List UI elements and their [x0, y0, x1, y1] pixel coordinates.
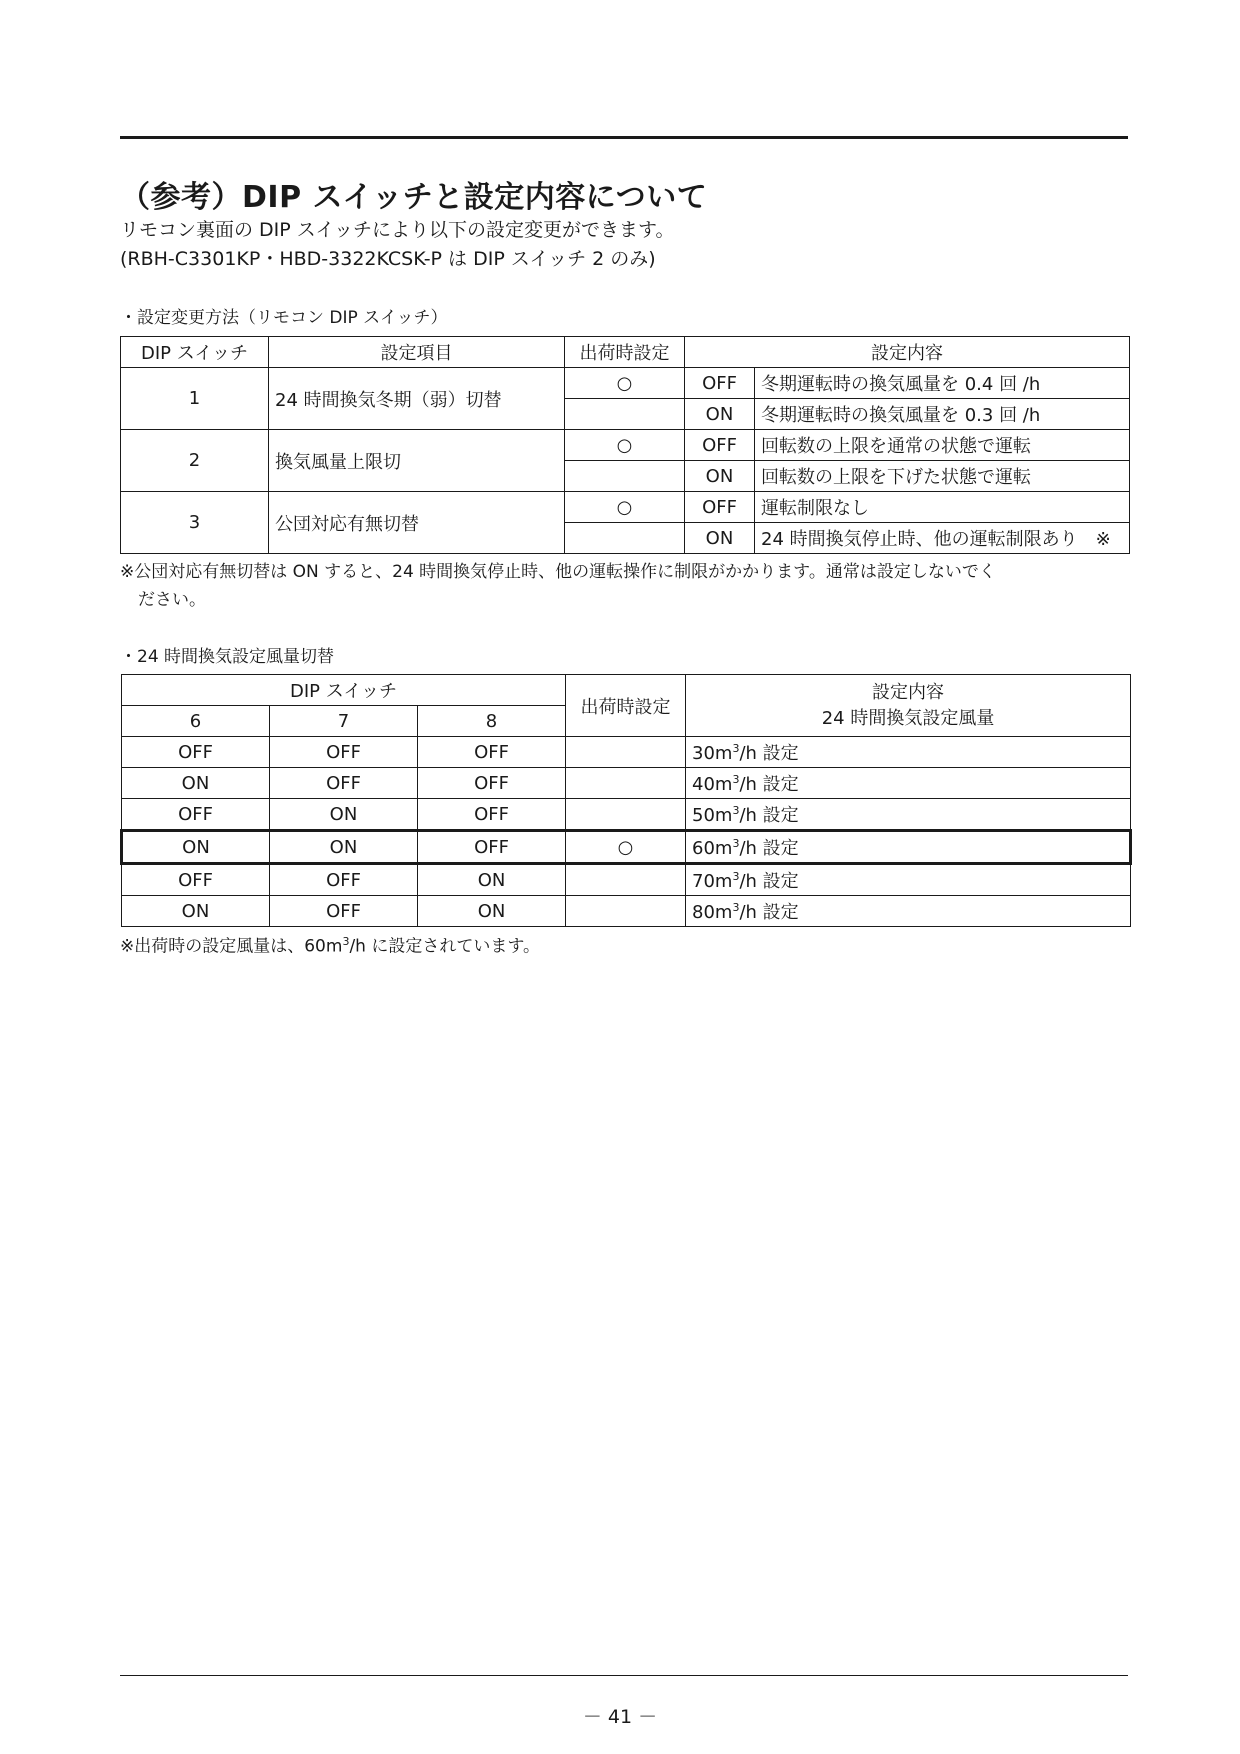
- switch-number: 2: [121, 430, 269, 492]
- header-content: [686, 675, 1131, 737]
- factory-mark: ○: [565, 368, 685, 399]
- airflow-value: $70m^3/h$ 設定: [686, 864, 1131, 896]
- bottom-rule: [120, 1675, 1128, 1676]
- header-switch: DIP スイッチ: [121, 337, 269, 368]
- factory-mark: [566, 896, 686, 927]
- state-description: 冬期運転時の換気風量を 0.3 回 /h: [755, 399, 1130, 430]
- switch-8-state: ON: [418, 864, 566, 896]
- switch-8-state: OFF: [418, 799, 566, 831]
- factory-mark: ○: [566, 831, 686, 864]
- header-factory: 出荷時設定: [566, 675, 686, 737]
- state-label: ON: [685, 461, 755, 492]
- switch-7-state: OFF: [270, 864, 418, 896]
- airflow-value: $30m^3/h$ 設定: [686, 737, 1131, 768]
- table-row: [122, 737, 1131, 768]
- header-content-line-1: 設定内容: [872, 681, 945, 703]
- table-row-factory-default: [122, 831, 1131, 864]
- airflow-settings-table: [120, 674, 1132, 927]
- switch-7-state: OFF: [270, 768, 418, 799]
- table1-note-line-1: ※公団対応有無切替は ON すると、24 時間換気停止時、他の運転操作に制限がかかります。通常は設定しないでく: [120, 562, 996, 582]
- table1-header-row: [121, 337, 1130, 368]
- airflow-value: $50m^3/h$ 設定: [686, 799, 1131, 831]
- header-switch-8: 8: [418, 706, 566, 737]
- header-item: 設定項目: [269, 337, 565, 368]
- dip-switch-settings-table: [120, 336, 1130, 554]
- factory-mark: ○: [565, 492, 685, 523]
- state-description: 回転数の上限を通常の状態で運転: [755, 430, 1130, 461]
- header-factory: 出荷時設定: [565, 337, 685, 368]
- state-description: 運転制限なし: [755, 492, 1130, 523]
- table1-label: ・設定変更方法（リモコン DIP スイッチ）: [120, 308, 448, 328]
- switch-7-state: OFF: [270, 737, 418, 768]
- table2-note: ※出荷時の設定風量は、$60m^3/h$ に設定されています。: [120, 935, 540, 957]
- header-dip-switch: DIP スイッチ: [122, 675, 566, 706]
- header-content-line-2: 24 時間換気設定風量: [821, 707, 995, 729]
- airflow-value: $40m^3/h$ 設定: [686, 768, 1131, 799]
- state-label: OFF: [685, 492, 755, 523]
- switch-6-state: ON: [122, 831, 270, 864]
- switch-8-state: OFF: [418, 768, 566, 799]
- switch-number: 3: [121, 492, 269, 554]
- switch-number: 1: [121, 368, 269, 430]
- setting-item: 24 時間換気冬期（弱）切替: [269, 368, 565, 430]
- factory-mark: [566, 864, 686, 896]
- table2-label: ・24 時間換気設定風量切替: [120, 647, 335, 667]
- airflow-value: $60m^3/h$ 設定: [686, 831, 1131, 864]
- state-description: 24 時間換気停止時、他の運転制限あり ※: [755, 523, 1130, 554]
- intro-line-2: (RBH-C3301KP・HBD-3322KCSK-P は DIP スイッチ 2 のみ): [120, 248, 656, 270]
- state-label: OFF: [685, 430, 755, 461]
- state-label: ON: [685, 399, 755, 430]
- table-row: [122, 768, 1131, 799]
- table-row: [122, 864, 1131, 896]
- factory-mark: [566, 737, 686, 768]
- factory-mark: [566, 768, 686, 799]
- factory-mark-empty: [565, 523, 685, 554]
- table2-header-row: [122, 675, 1131, 706]
- factory-mark: [566, 799, 686, 831]
- intro-line-1: リモコン裏面の DIP スイッチにより以下の設定変更ができます。: [120, 219, 675, 241]
- table1-note-line-2: ださい。: [138, 590, 206, 610]
- setting-item: 公団対応有無切替: [269, 492, 565, 554]
- state-description: 回転数の上限を下げた状態で運転: [755, 461, 1130, 492]
- setting-item: 換気風量上限切: [269, 430, 565, 492]
- switch-7-state: ON: [270, 799, 418, 831]
- header-content: 設定内容: [685, 337, 1130, 368]
- switch-6-state: ON: [122, 896, 270, 927]
- switch-7-state: ON: [270, 831, 418, 864]
- header-switch-7: 7: [270, 706, 418, 737]
- airflow-value: $80m^3/h$ 設定: [686, 896, 1131, 927]
- switch-8-state: ON: [418, 896, 566, 927]
- top-rule: [120, 136, 1128, 139]
- switch-6-state: OFF: [122, 799, 270, 831]
- switch-7-state: OFF: [270, 896, 418, 927]
- page-number: － 41 －: [582, 1706, 658, 1728]
- factory-mark-empty: [565, 461, 685, 492]
- factory-mark: ○: [565, 430, 685, 461]
- page-title: （参考）DIP スイッチと設定内容について: [120, 180, 708, 215]
- table-row: [121, 430, 1130, 461]
- state-label: ON: [685, 523, 755, 554]
- state-label: OFF: [685, 368, 755, 399]
- switch-8-state: OFF: [418, 737, 566, 768]
- switch-6-state: ON: [122, 768, 270, 799]
- header-switch-6: 6: [122, 706, 270, 737]
- switch-6-state: OFF: [122, 737, 270, 768]
- switch-6-state: OFF: [122, 864, 270, 896]
- table-row: [121, 492, 1130, 523]
- table-row: [122, 896, 1131, 927]
- intro-text: [120, 216, 675, 274]
- switch-8-state: OFF: [418, 831, 566, 864]
- table-row: [122, 799, 1131, 831]
- state-description: 冬期運転時の換気風量を 0.4 回 /h: [755, 368, 1130, 399]
- factory-mark-empty: [565, 399, 685, 430]
- table1-note: [120, 558, 996, 614]
- table-row: [121, 368, 1130, 399]
